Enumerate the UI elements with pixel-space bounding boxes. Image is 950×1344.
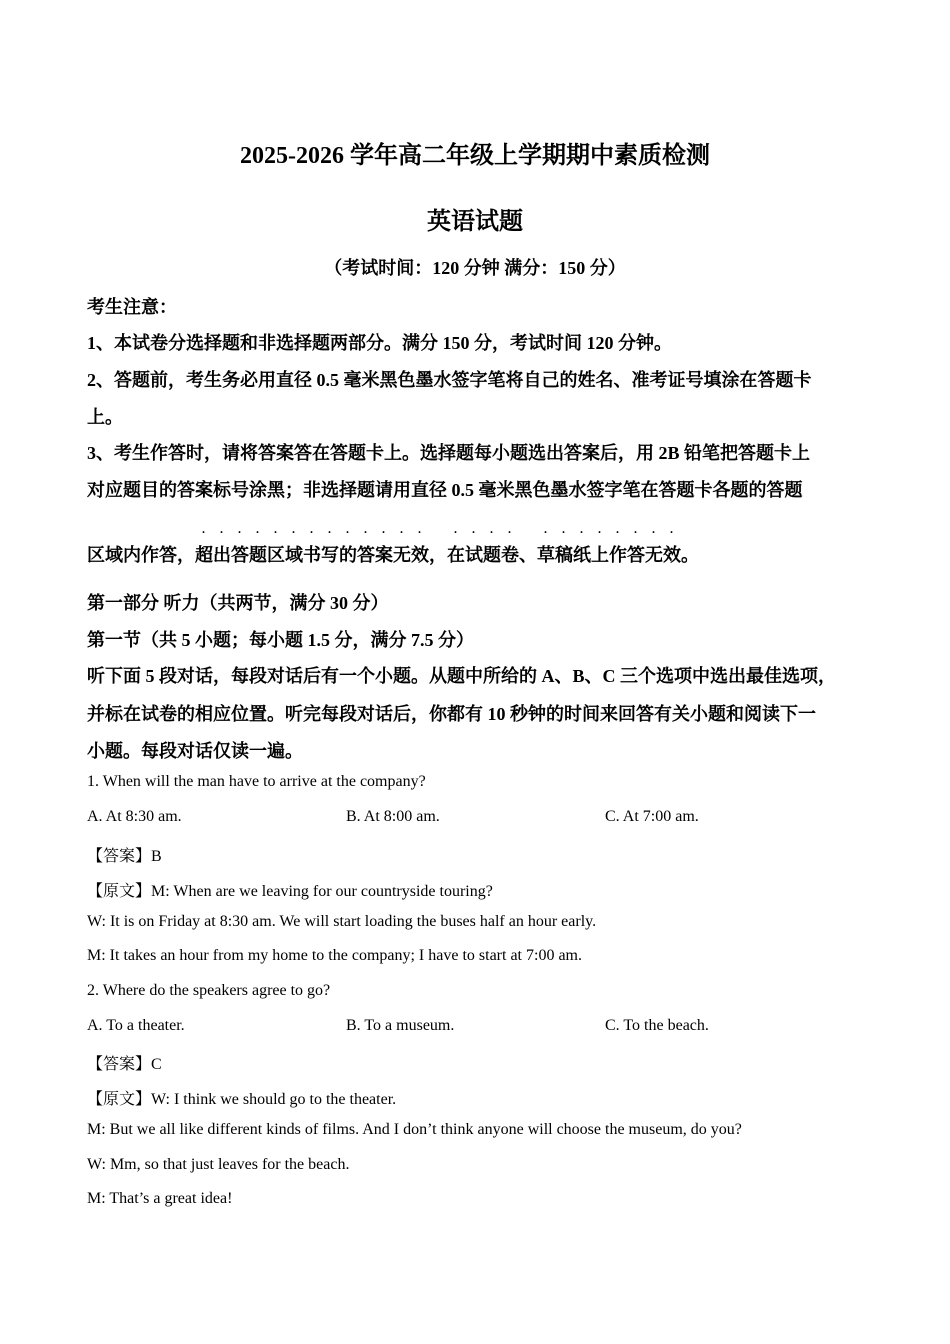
exam-duration: （考试时间：120 分钟 满分：150 分）	[324, 258, 626, 278]
instructions-line: 小题。每段对话仅读一遍。	[87, 741, 303, 761]
answer-label: 【答案】	[87, 1056, 152, 1073]
question-stem: 2. Where do the speakers agree to go?	[87, 982, 331, 999]
part1-heading: 第一部分 听力（共两节，满分 30 分）	[87, 593, 389, 613]
note-item-3-cont: 对应题目的答案标号涂黑；非选择题请用直径 0.5 毫米黑色墨水签字笔在答题卡各题的答题	[87, 480, 803, 500]
emphasis-dot: .	[238, 522, 241, 536]
script-line	[87, 1086, 396, 1109]
emphasis-dot: .	[490, 522, 493, 536]
emphasis-dot: .	[634, 522, 637, 536]
script-line: W: It is on Friday at 8:30 am. We will start loading the buses half an hour early.	[87, 913, 597, 930]
script-label: 【原文】	[87, 883, 152, 900]
option-b: B. To a museum.	[346, 1017, 455, 1034]
script-label: 【原文】	[87, 1091, 152, 1108]
note-text: ，	[429, 545, 447, 565]
emphasis-dot: .	[310, 522, 313, 536]
script-line: M: It takes an hour from my home to the company; I have to start at 7:00 am.	[87, 947, 582, 964]
subject-title: 英语试题	[427, 209, 523, 235]
emphasis-dot: .	[364, 522, 367, 536]
answer-value: B	[151, 848, 162, 865]
answer-value: C	[151, 1056, 162, 1073]
note-text: 。	[681, 545, 699, 565]
note-text: 区域内作答，	[87, 545, 195, 565]
answer-line	[87, 843, 162, 866]
option-a: A. To a theater.	[87, 1017, 185, 1034]
emphasis-dot: .	[256, 522, 259, 536]
emphasis-dot: .	[346, 522, 349, 536]
emphasis-dot: .	[400, 522, 403, 536]
emphasis-dot: .	[382, 522, 385, 536]
note-item-1: 1、本试卷分选择题和非选择题两部分。满分 150 分，考试时间 120 分钟。	[87, 333, 672, 353]
note-item-3: 3、考生作答时，请将答案答在答题卡上。选择题每小题选出答案后，用 2B 铅笔把答题卡上	[87, 443, 811, 463]
script-text: W: I think we should go to the theater.	[151, 1091, 397, 1108]
option-c: C. At 7:00 am.	[605, 808, 699, 825]
script-line	[87, 878, 493, 901]
emphasis-dot: .	[292, 522, 295, 536]
answer-label: 【答案】	[87, 848, 152, 865]
note-text: 、	[519, 545, 537, 565]
emphasized-text: 在 . 试 . 题 . 卷 .	[447, 522, 519, 565]
option-b: B. At 8:00 am.	[346, 808, 440, 825]
emphasis-dot: .	[670, 522, 673, 536]
emphasis-dot: .	[544, 522, 547, 536]
emphasis-dot: .	[328, 522, 331, 536]
emphasis-dot: .	[454, 522, 457, 536]
script-line: M: But we all like different kinds of films. And I don’t think anyone will choose the museum, do you?	[87, 1121, 742, 1138]
note-item-2-cont: 上。	[87, 407, 123, 427]
note-item-2: 2、答题前，考生务必用直径 0.5 毫米黑色墨水签字笔将自己的姓名、准考证号填涂在答题卡	[87, 370, 812, 390]
script-line: W: Mm, so that just leaves for the beach.	[87, 1156, 350, 1173]
emphasized-text: 超 . 出 . 答 . 题 . 区 . 域 . 书 . 写 . 的 . 答 . 案 . 无 . 效 .	[195, 522, 429, 565]
emphasis-dot: .	[418, 522, 421, 536]
option-c: C. To the beach.	[605, 1017, 709, 1034]
exam-title: 2025-2026 学年高二年级上学期期中素质检测	[240, 143, 710, 169]
emphasis-dot: .	[616, 522, 619, 536]
emphasis-dot: .	[508, 522, 511, 536]
notes-heading: 考生注意：	[87, 297, 177, 317]
option-a: A. At 8:30 am.	[87, 808, 182, 825]
question-stem: 1. When will the man have to arrive at the company?	[87, 773, 426, 790]
emphasis-dot: .	[580, 522, 583, 536]
emphasis-dot: .	[274, 522, 277, 536]
emphasis-dot: .	[220, 522, 223, 536]
script-text: M: When are we leaving for our countryside touring?	[151, 883, 493, 900]
note-item-3-end	[87, 522, 699, 567]
emphasized-text: 草 . 稿 . 纸 . 上 . 作 . 答 . 无 . 效 .	[537, 522, 681, 565]
emphasis-dot: .	[472, 522, 475, 536]
emphasis-dot: .	[202, 522, 205, 536]
answer-line	[87, 1051, 162, 1074]
emphasis-dot: .	[562, 522, 565, 536]
script-line: M: That’s a great idea!	[87, 1190, 233, 1207]
emphasis-dot: .	[652, 522, 655, 536]
emphasis-dot: .	[598, 522, 601, 536]
instructions-line: 并标在试卷的相应位置。听完每段对话后，你都有 10 秒钟的时间来回答有关小题和阅读下一	[87, 704, 816, 724]
instructions-line: 听下面 5 段对话，每段对话后有一个小题。从题中所给的 A、B、C 三个选项中选出最佳选项，	[87, 666, 836, 686]
section1-heading: 第一节（共 5 小题；每小题 1.5 分，满分 7.5 分）	[87, 630, 474, 650]
